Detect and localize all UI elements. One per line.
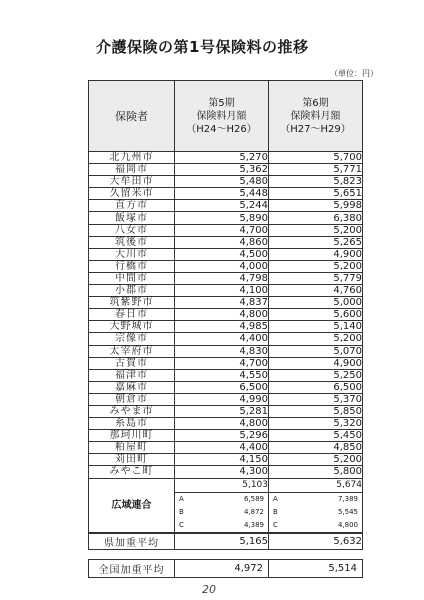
national-avg-table (88, 559, 363, 578)
insurer-name: 八女市 (89, 224, 175, 236)
period5-value: 4,150 (175, 454, 269, 466)
period6-value: 5,450 (269, 430, 363, 442)
period6-value: 5,200 (269, 260, 363, 272)
nat-avg-label: 全国加重平均 (89, 560, 175, 578)
period6-value: 5,700 (269, 152, 363, 164)
nat-avg-p5: 4,972 (175, 560, 269, 578)
period5-value: 5,362 (175, 164, 269, 176)
table-row (89, 224, 363, 236)
period6-value: 5,250 (269, 369, 363, 381)
header-insurer: 保険者 (89, 81, 175, 152)
group-value: 6,589 (243, 494, 264, 503)
insurer-name: みやこ町 (89, 466, 175, 478)
header-period6 (269, 81, 363, 152)
period6-value: 5,850 (269, 405, 363, 417)
period5-value: 4,300 (175, 466, 269, 478)
group-key: B (179, 507, 184, 516)
pref-avg-p6: 5,632 (269, 533, 363, 550)
table-row (89, 164, 363, 176)
period6-value: 4,900 (269, 357, 363, 369)
insurer-name: 行橋市 (89, 260, 175, 272)
period5-value: 4,800 (175, 309, 269, 321)
insurer-name: 朝倉市 (89, 393, 175, 405)
kouiki-p6-groups (269, 492, 363, 533)
kouiki-p5-groups (175, 492, 269, 533)
period5-value: 5,448 (175, 188, 269, 200)
table-row (89, 321, 363, 333)
period5-value: 5,244 (175, 200, 269, 212)
insurer-name: 太宰府市 (89, 345, 175, 357)
period5-value: 5,296 (175, 430, 269, 442)
table-row (89, 260, 363, 272)
nat-avg-p6: 5,514 (269, 560, 363, 578)
insurer-name: みやま市 (89, 405, 175, 417)
table-row (89, 152, 363, 164)
pref-avg-p5: 5,165 (175, 533, 269, 550)
table-row (89, 418, 363, 430)
group-value: 4,872 (243, 507, 264, 516)
period5-value: 5,270 (175, 152, 269, 164)
period6-value: 4,850 (269, 442, 363, 454)
header-period6-line1: 第6期 (302, 97, 329, 109)
table-row (89, 248, 363, 260)
period5-value: 4,830 (175, 345, 269, 357)
premium-table (88, 80, 363, 550)
table-body (89, 152, 363, 479)
period6-value: 4,900 (269, 248, 363, 260)
header-period6-line2: 保険料月額 (290, 110, 341, 122)
period6-value: 5,779 (269, 272, 363, 284)
period6-value: 5,070 (269, 345, 363, 357)
period5-value: 4,837 (175, 297, 269, 309)
header-period5-line1: 第5期 (208, 97, 235, 109)
header-period5 (175, 81, 269, 152)
table-row (89, 345, 363, 357)
insurer-name: 大野城市 (89, 321, 175, 333)
header-period5-line2: 保険料月額 (196, 110, 247, 122)
insurer-name: 北九州市 (89, 152, 175, 164)
table-row (89, 297, 363, 309)
kouiki-label: 広域連合 (89, 478, 175, 533)
table-row (89, 212, 363, 224)
period6-value: 5,771 (269, 164, 363, 176)
table-row (89, 285, 363, 297)
table-row (89, 405, 363, 417)
period5-value: 4,500 (175, 248, 269, 260)
table-row (89, 369, 363, 381)
period5-value: 4,400 (175, 333, 269, 345)
insurer-name: 嘉麻市 (89, 381, 175, 393)
group-key: A (273, 494, 278, 503)
insurer-name: 小郡市 (89, 285, 175, 297)
unit-note: （単位：円） (330, 69, 378, 78)
group-key: C (273, 520, 278, 529)
insurer-name: 大牟田市 (89, 176, 175, 188)
kouiki-total-row (89, 478, 363, 492)
period6-value: 5,140 (269, 321, 363, 333)
period5-value: 4,800 (175, 418, 269, 430)
table-row (89, 393, 363, 405)
table-row (89, 188, 363, 200)
insurer-name: 苅田町 (89, 454, 175, 466)
group-value: 7,389 (337, 494, 358, 503)
period5-value: 4,400 (175, 442, 269, 454)
period5-value: 6,500 (175, 381, 269, 393)
kouiki-p5-total: 5,103 (175, 478, 269, 492)
insurer-name: 粕屋町 (89, 442, 175, 454)
table-row (89, 357, 363, 369)
period5-value: 4,860 (175, 236, 269, 248)
pref-avg-row (89, 533, 363, 550)
period5-value: 5,480 (175, 176, 269, 188)
nat-avg-row (89, 560, 363, 578)
table-row (89, 442, 363, 454)
kouiki-p6-total: 5,674 (269, 478, 363, 492)
insurer-name: 那珂川町 (89, 430, 175, 442)
insurer-name: 大川市 (89, 248, 175, 260)
insurer-name: 久留米市 (89, 188, 175, 200)
period5-value: 4,798 (175, 272, 269, 284)
table-row (89, 333, 363, 345)
table-row (89, 381, 363, 393)
header-period5-line3: （H24～H26） (186, 123, 257, 135)
table-row (89, 466, 363, 478)
insurer-name: 福岡市 (89, 164, 175, 176)
period6-value: 6,500 (269, 381, 363, 393)
group-value: 4,389 (243, 520, 264, 529)
period5-value: 4,550 (175, 369, 269, 381)
period6-value: 5,200 (269, 454, 363, 466)
period6-value: 5,600 (269, 309, 363, 321)
period6-value: 6,380 (269, 212, 363, 224)
insurer-name: 古賀市 (89, 357, 175, 369)
insurer-name: 直方市 (89, 200, 175, 212)
table-row (89, 236, 363, 248)
group-value: 5,545 (337, 507, 358, 516)
period5-value: 4,000 (175, 260, 269, 272)
page-title: 介護保険の第1号保険料の推移 (96, 38, 309, 56)
group-key: C (179, 520, 184, 529)
insurer-name: 福津市 (89, 369, 175, 381)
insurer-name: 飯塚市 (89, 212, 175, 224)
period5-value: 4,990 (175, 393, 269, 405)
group-value: 4,800 (337, 520, 358, 529)
insurer-name: 中間市 (89, 272, 175, 284)
insurer-name: 筑紫野市 (89, 297, 175, 309)
period6-value: 5,823 (269, 176, 363, 188)
insurer-name: 宗像市 (89, 333, 175, 345)
table-row (89, 176, 363, 188)
period6-value: 4,760 (269, 285, 363, 297)
period6-value: 5,200 (269, 333, 363, 345)
table-header-row (89, 81, 363, 152)
period6-value: 5,000 (269, 297, 363, 309)
table-row (89, 309, 363, 321)
period6-value: 5,200 (269, 224, 363, 236)
period5-value: 5,890 (175, 212, 269, 224)
page-number: 20 (202, 583, 216, 596)
period6-value: 5,998 (269, 200, 363, 212)
insurer-name: 春日市 (89, 309, 175, 321)
period6-value: 5,651 (269, 188, 363, 200)
period5-value: 4,700 (175, 224, 269, 236)
period6-value: 5,320 (269, 418, 363, 430)
group-key: A (179, 494, 184, 503)
period5-value: 5,281 (175, 405, 269, 417)
header-period6-line3: （H27～H29） (280, 123, 351, 135)
period6-value: 5,370 (269, 393, 363, 405)
period6-value: 5,265 (269, 236, 363, 248)
pref-avg-label: 県加重平均 (89, 533, 175, 550)
period6-value: 5,800 (269, 466, 363, 478)
period5-value: 4,985 (175, 321, 269, 333)
table-row (89, 200, 363, 212)
insurer-name: 糸島市 (89, 418, 175, 430)
table-row (89, 454, 363, 466)
period5-value: 4,700 (175, 357, 269, 369)
table-row (89, 272, 363, 284)
table-row (89, 430, 363, 442)
period5-value: 4,100 (175, 285, 269, 297)
group-key: B (273, 507, 278, 516)
insurer-name: 筑後市 (89, 236, 175, 248)
